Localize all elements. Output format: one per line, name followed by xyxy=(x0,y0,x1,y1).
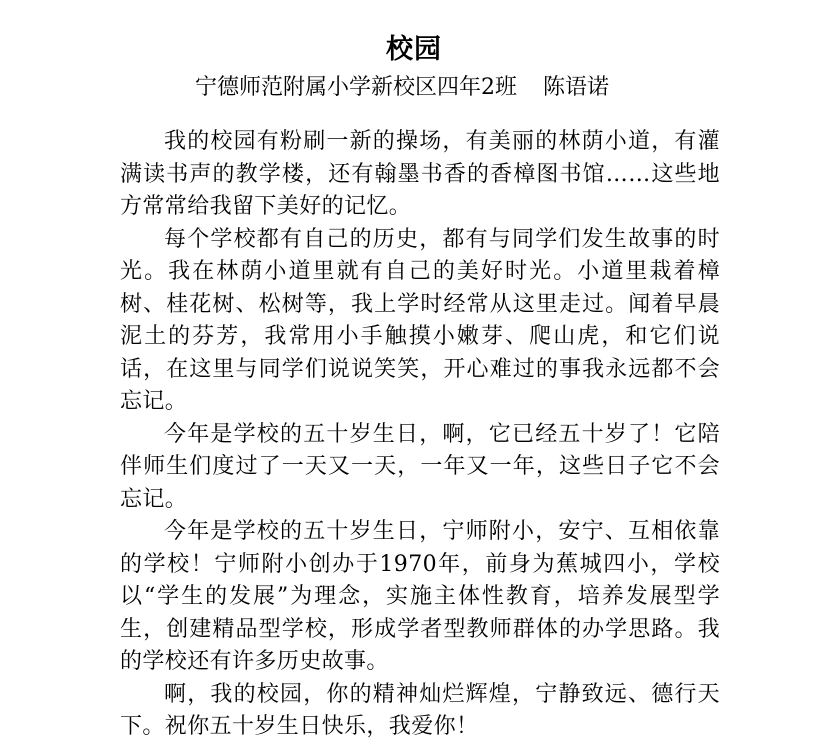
paragraph-2: 每个学校都有自己的历史，都有与同学们发生故事的时光。我在林荫小道里就有自己的美好时光。小道里栽着樟树、桂花树、松树等，我上学时经常从这里走过。闻着早晨泥土的芬芳，我常用小手触摸小嫩芽、爬山虎，和它们说话，在这里与同学们说说笑笑，开心难过的事我永远都不会忘记。 xyxy=(120,226,720,414)
byline xyxy=(195,72,609,104)
paragraph-5: 啊，我的校园，你的精神灿烂辉煌，宁静致远、德行天下。祝你五十岁生日快乐，我爱你！ xyxy=(120,681,720,739)
essay-body xyxy=(120,126,720,744)
paragraph-3: 今年是学校的五十岁生日，啊，它已经五十岁了！它陪伴师生们度过了一天又一天，一年又一年，这些日子它不会忘记。 xyxy=(120,421,720,512)
author-name: 陈语诺 xyxy=(543,75,610,100)
school-class-label: 宁德师范附属小学新校区四年2班 xyxy=(195,75,517,100)
paragraph-4: 今年是学校的五十岁生日，宁师附小，安宁、互相依靠的学校！宁师附小创办于1970年，前身为蕉城四小，学校以“学生的发展”为理念，实施主体性教育，培养发展型学生，创建精品型学校，形成学者型教师群体的办学思路。我的学校还有许多历史故事。 xyxy=(120,519,720,674)
paragraph-1: 我的校园有粉刷一新的操场，有美丽的林荫小道，有灌满读书声的教学楼，还有翰墨书香的香樟图书馆……这些地方常常给我留下美好的记忆。 xyxy=(120,129,720,219)
page-title: 校园 xyxy=(386,34,442,65)
